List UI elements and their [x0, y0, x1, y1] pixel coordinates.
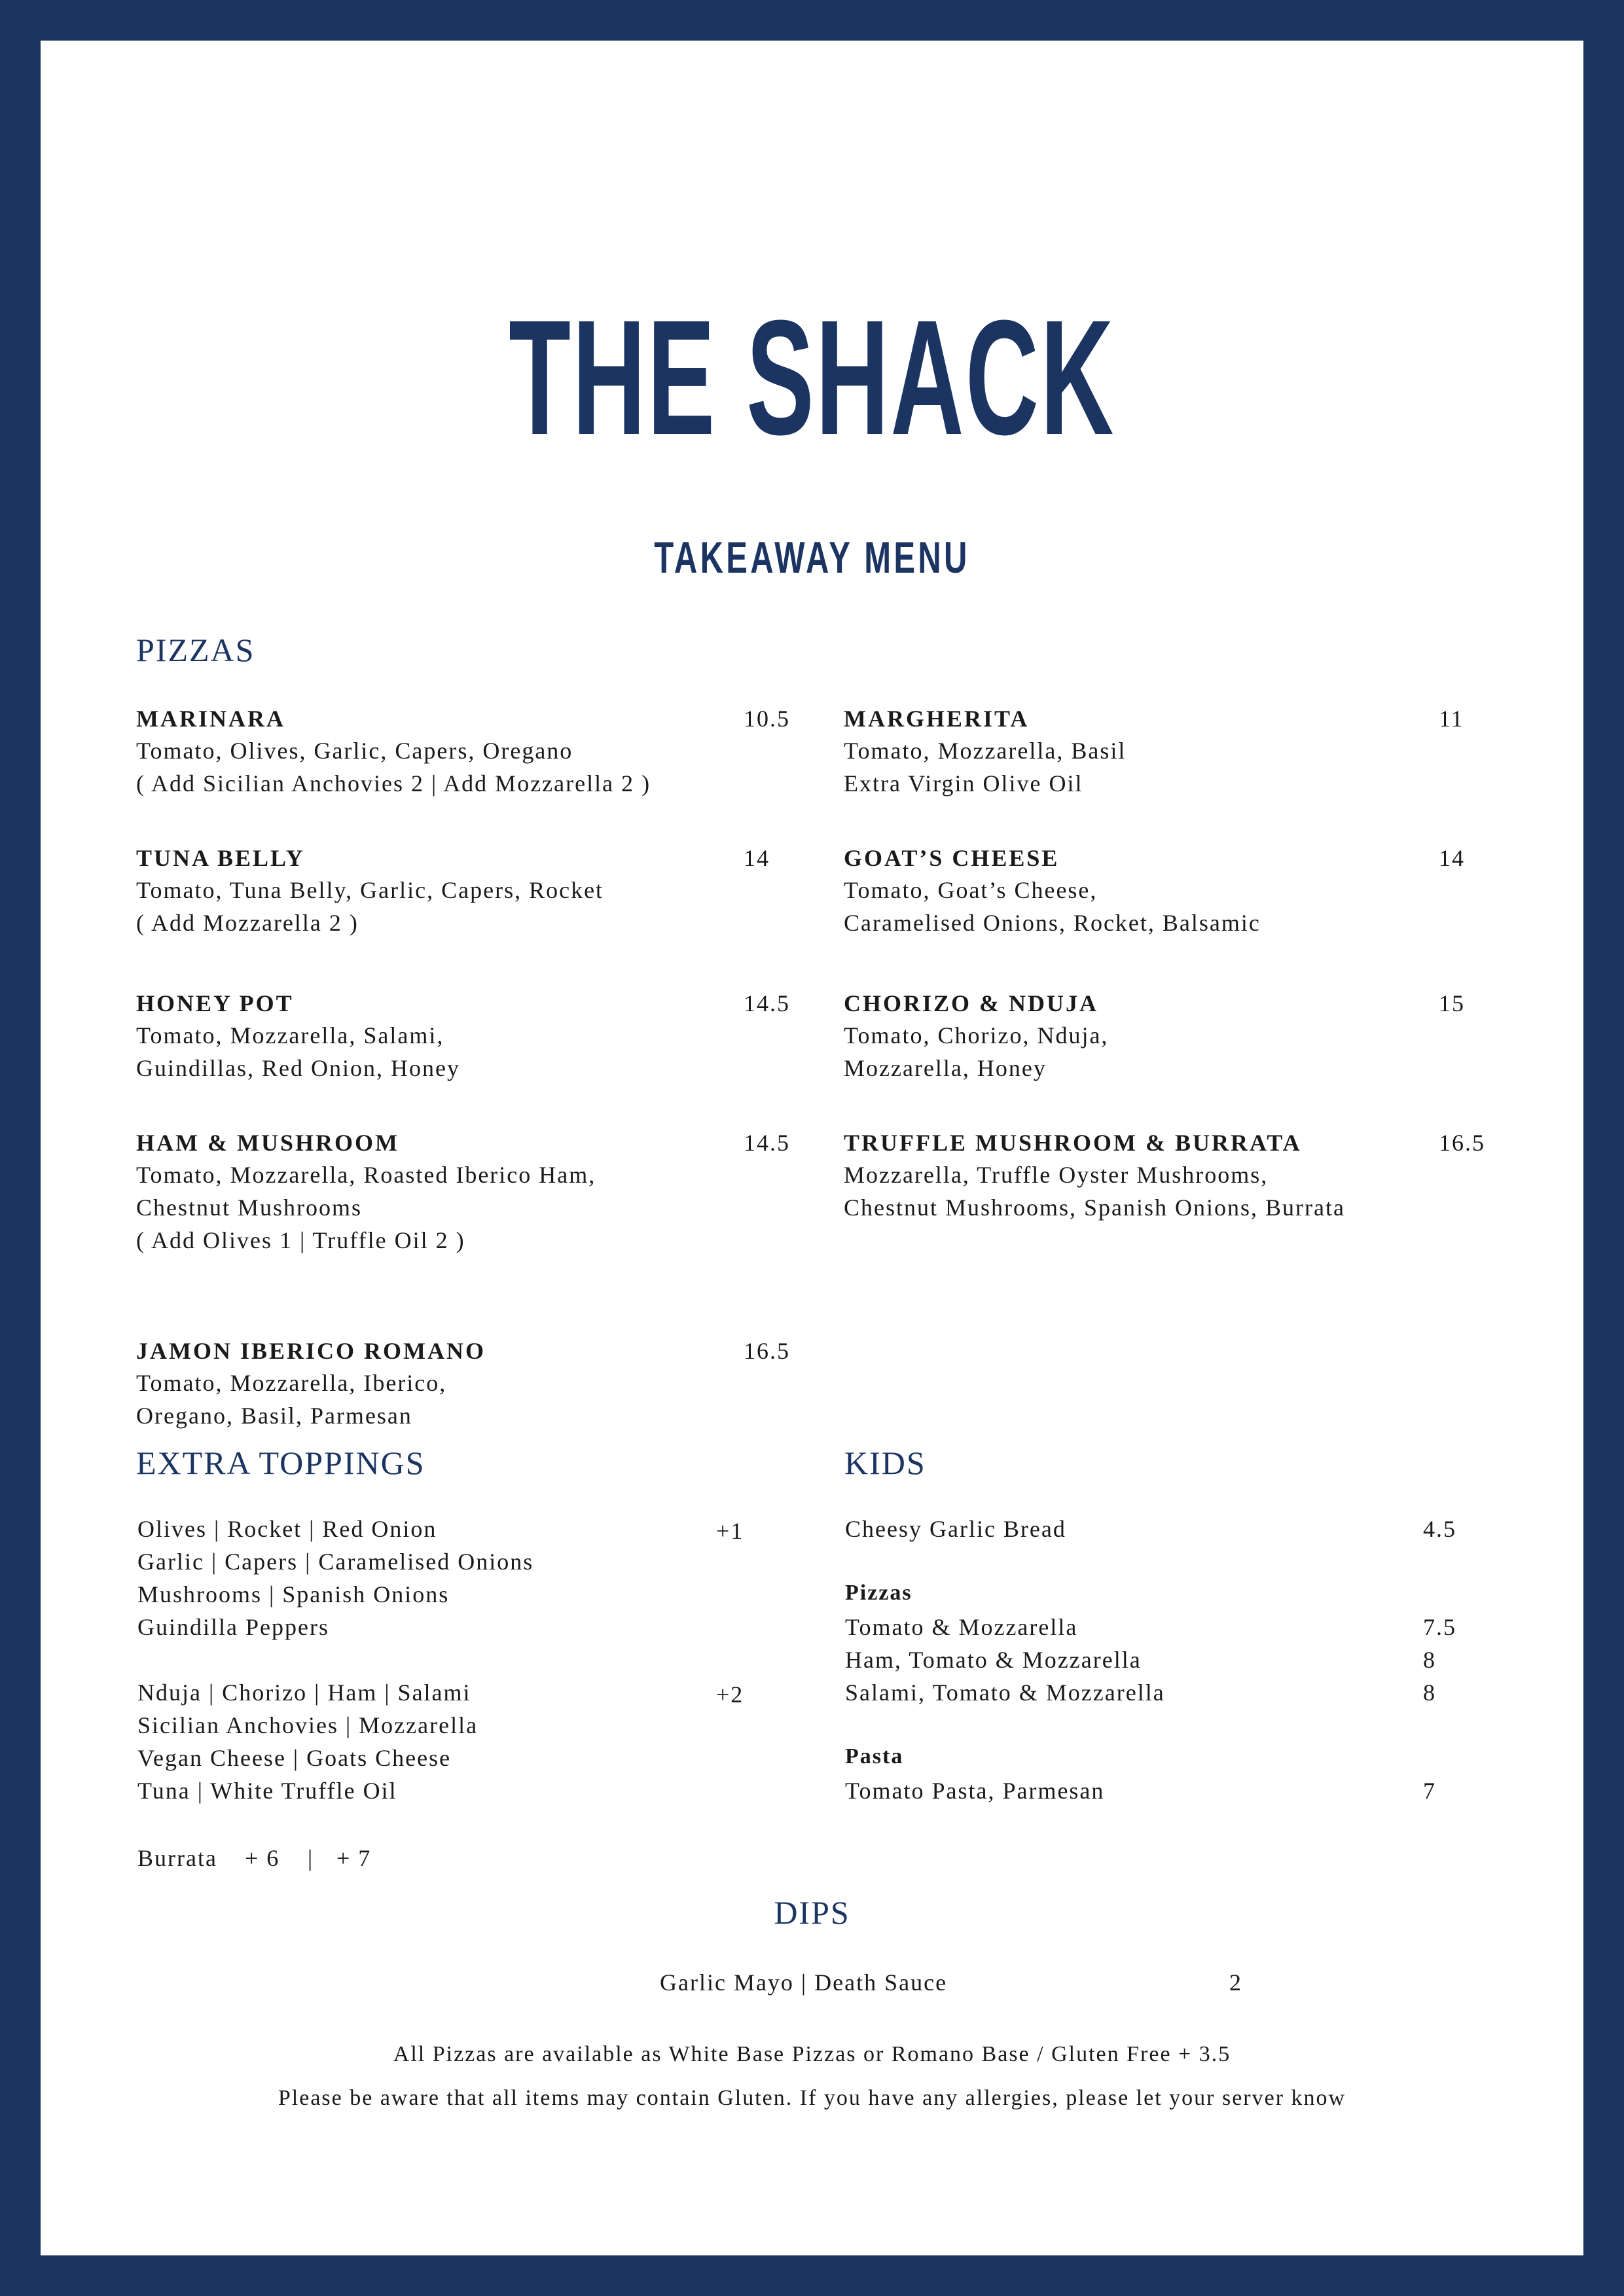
burrata-separator: |: [308, 1845, 314, 1871]
footer-note-bases: All Pizzas are available as White Base Pizzas or Romano Base / Gluten Free + 3.5: [393, 2042, 1231, 2066]
kids-pasta-heading: Pasta: [845, 1744, 904, 1768]
item-name: MARGHERITA: [844, 706, 1030, 732]
item-name: JAMON IBERICO ROMANO: [136, 1338, 486, 1364]
item-price: 14: [1439, 845, 1465, 871]
item-description: Tomato, Mozzarella, Salami, Guindillas, Red Onion, Honey: [136, 1022, 460, 1081]
item-description: Tomato, Mozzarella, Roasted Iberico Ham, Chestnut Mushrooms ( Add Olives 1 | Truffle Oil 2 ): [136, 1162, 596, 1253]
item-name: HONEY POT: [136, 990, 294, 1016]
restaurant-title: THE SHACK: [509, 286, 1115, 469]
burrata-price-a: + 6: [245, 1845, 280, 1871]
item-description: Tomato, Tuna Belly, Garlic, Capers, Rocket ( Add Mozzarella 2 ): [136, 877, 604, 936]
burrata-label: Burrata: [137, 1845, 217, 1871]
item-price: 14.5: [744, 1130, 790, 1156]
menu-page: [41, 41, 1583, 2255]
kids-pasta-price: 7: [1423, 1778, 1436, 1804]
dips-heading: DIPS: [774, 1894, 850, 1931]
item-name: CHORIZO & NDUJA: [844, 990, 1099, 1016]
extras-group-1: Olives | Rocket | Red Onion Garlic | Capers | Caramelised Onions Mushrooms | Spanish Onions Guindilla Peppers: [137, 1516, 534, 1640]
item-description: Mozzarella, Truffle Oyster Mushrooms, Chestnut Mushrooms, Spanish Onions, Burrata: [844, 1162, 1345, 1221]
item-price: 10.5: [744, 706, 790, 732]
kids-pasta-name: Tomato Pasta, Parmesan: [845, 1778, 1105, 1804]
extras-group-2: Nduja | Chorizo | Ham | Salami Sicilian Anchovies | Mozzarella Vegan Cheese | Goats Cheese Tuna | White Truffle Oil: [137, 1679, 478, 1804]
item-price: 14.5: [744, 990, 790, 1016]
burrata-price-b: + 7: [336, 1845, 372, 1871]
extras-group-2-price: +2: [716, 1681, 744, 1708]
kids-pizza-name: Salami, Tomato & Mozzarella: [845, 1679, 1165, 1706]
extras-group-1-price: +1: [716, 1518, 744, 1544]
pizzas-heading: PIZZAS: [136, 632, 255, 668]
item-name: TRUFFLE MUSHROOM & BURRATA: [844, 1130, 1302, 1156]
item-name: HAM & MUSHROOM: [136, 1130, 399, 1156]
item-description: Tomato, Olives, Garlic, Capers, Oregano ( Add Sicilian Anchovies 2 | Add Mozzarella 2 ): [136, 738, 651, 797]
item-name: MARINARA: [136, 706, 285, 732]
kids-pizza-name: Tomato & Mozzarella: [845, 1614, 1078, 1640]
item-name: GOAT’S CHEESE: [844, 845, 1060, 871]
item-description: Tomato, Mozzarella, Basil Extra Virgin Olive Oil: [844, 738, 1127, 797]
item-description: Tomato, Goat’s Cheese, Caramelised Onions, Rocket, Balsamic: [844, 877, 1261, 936]
item-price: 14: [744, 845, 770, 871]
item-price: 16.5: [744, 1338, 790, 1364]
item-price: 16.5: [1439, 1130, 1485, 1156]
kids-pizzas-heading: Pizzas: [845, 1581, 912, 1605]
footer-note-allergens: Please be aware that all items may contain Gluten. If you have any allergies, please let your server know: [278, 2086, 1346, 2110]
kids-pizza-price: 8: [1423, 1679, 1436, 1706]
kids-bread-name: Cheesy Garlic Bread: [845, 1516, 1066, 1542]
kids-pizza-name: Ham, Tomato & Mozzarella: [845, 1647, 1142, 1673]
menu-subtitle: TAKEAWAY MENU: [654, 533, 970, 583]
item-description: Tomato, Chorizo, Nduja, Mozzarella, Honey: [844, 1022, 1109, 1081]
item-name: TUNA BELLY: [136, 845, 305, 871]
dips-item: Garlic Mayo | Death Sauce: [660, 1969, 948, 1996]
kids-pizza-price: 8: [1423, 1647, 1436, 1673]
kids-heading: KIDS: [844, 1444, 926, 1481]
dips-price: 2: [1229, 1969, 1242, 1996]
item-description: Tomato, Mozzarella, Iberico, Oregano, Basil, Parmesan: [136, 1370, 447, 1429]
extra-toppings-heading: EXTRA TOPPINGS: [136, 1444, 425, 1481]
kids-pizza-price: 7.5: [1423, 1614, 1456, 1640]
kids-bread-price: 4.5: [1423, 1516, 1456, 1542]
item-price: 11: [1439, 706, 1464, 732]
item-price: 15: [1439, 990, 1465, 1016]
